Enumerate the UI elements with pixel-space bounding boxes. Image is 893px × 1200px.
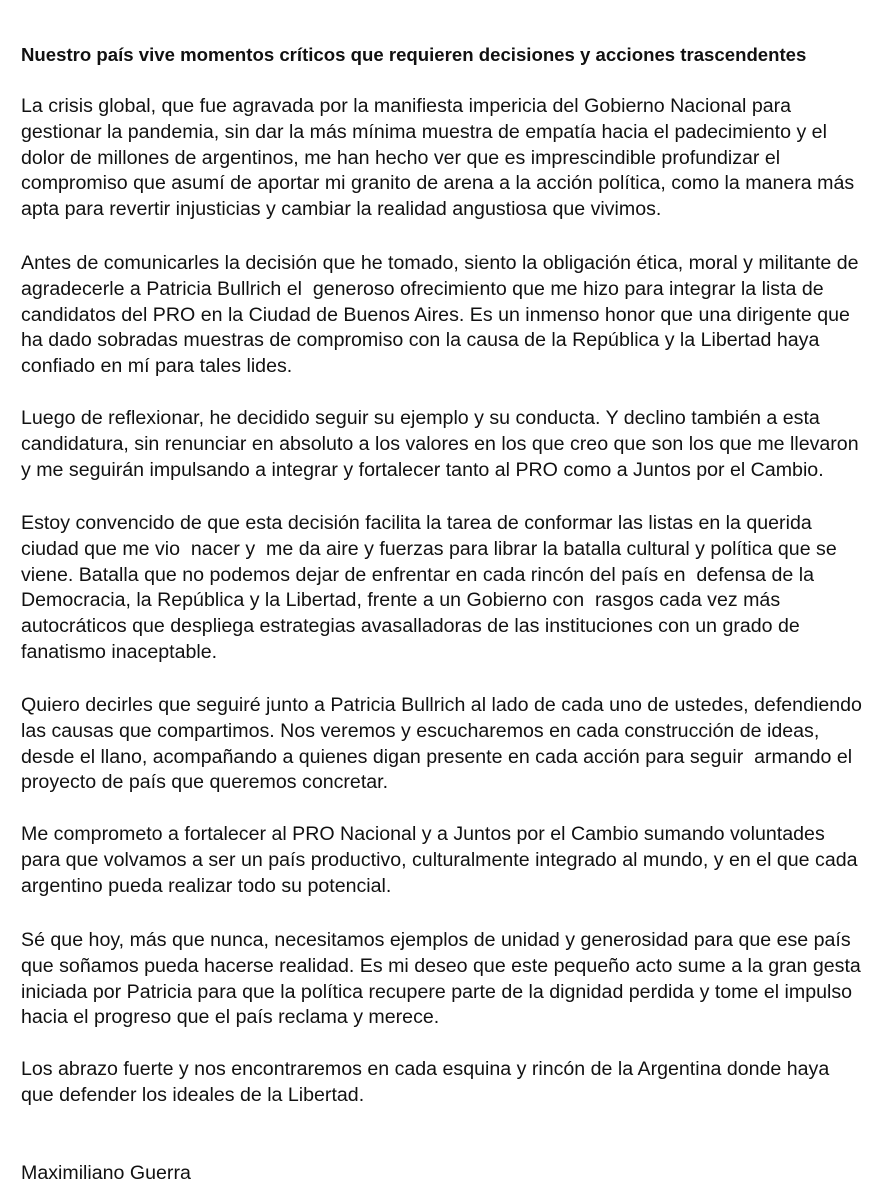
paragraph-line: confiado en mí para tales lides. <box>21 355 293 378</box>
paragraph-5 <box>21 693 881 796</box>
paragraph-7 <box>21 928 881 1031</box>
paragraph-line: Antes de comunicarles la decisión que he tomado, siento la obligación ética, moral y militante de <box>21 252 859 274</box>
paragraph-line: desde el llano, acompañando a quienes digan presente en cada acción para seguir armando el <box>21 745 853 768</box>
paragraph-1 <box>21 94 881 223</box>
signature: Maximiliano Guerra <box>21 1162 191 1184</box>
paragraph-3 <box>21 406 881 483</box>
paragraph-line: agradecerle a Patricia Bullrich el generoso ofrecimiento que me hizo para integrar la lista de <box>21 277 824 300</box>
paragraph-line: que defender los ideales de la Libertad. <box>21 1083 365 1106</box>
paragraph-line: apta para revertir injusticias y cambiar la realidad angustiosa que vivimos. <box>21 198 662 221</box>
paragraph-line: fanatismo inaceptable. <box>21 640 218 663</box>
paragraph-line: iniciada por Patricia para que la política recupere parte de la dignidad perdida y tome el impulso <box>21 980 853 1003</box>
paragraph-line: que soñamos pueda hacerse realidad. Es mi deseo que este pequeño acto sume a la gran gesta <box>21 954 861 977</box>
paragraph-line: argentino pueda realizar todo su potencial. <box>21 874 392 897</box>
paragraph-line: Democracia, la República y la Libertad, frente a un Gobierno con rasgos cada vez más <box>21 589 781 612</box>
paragraph-line: gestionar la pandemia, sin dar la más mínima muestra de empatía hacia el padecimiento y el <box>21 120 827 143</box>
paragraph-6 <box>21 822 881 899</box>
paragraph-line: La crisis global, que fue agravada por la manifiesta impericia del Gobierno Nacional para <box>21 95 792 117</box>
paragraph-line: viene. Batalla que no podemos dejar de enfrentar en cada rincón del país en defensa de la <box>21 563 815 586</box>
paragraph-line: Quiero decirles que seguiré junto a Patricia Bullrich al lado de cada uno de ustedes, defendiendo <box>21 694 862 716</box>
paragraph-4 <box>21 511 881 666</box>
paragraph-line: Luego de reflexionar, he decidido seguir su ejemplo y su conducta. Y declino también a esta <box>21 407 820 429</box>
paragraph-line: autocráticos que despliega estrategias avasalladoras de las instituciones con un grado de <box>21 615 800 638</box>
paragraph-8 <box>21 1057 881 1109</box>
paragraph-line: Me comprometo a fortalecer al PRO Nacional y a Juntos por el Cambio sumando voluntades <box>21 823 825 845</box>
paragraph-line: candidatura, sin renunciar en absoluto a los valores en los que creo que son los que me llevaron <box>21 432 859 455</box>
paragraph-line: hacia el progreso que el país reclama y merece. <box>21 1006 440 1029</box>
paragraph-line: ha dado sobradas muestras de compromiso con la causa de la República y la Libertad haya <box>21 329 820 352</box>
paragraph-line: Los abrazo fuerte y nos encontraremos en cada esquina y rincón de la Argentina donde haya <box>21 1058 830 1080</box>
paragraph-line: compromiso que asumí de aportar mi granito de arena a la acción política, como la manera más <box>21 172 855 195</box>
paragraph-line: las causas que compartimos. Nos veremos y escucharemos en cada construcción de ideas, <box>21 719 820 742</box>
paragraph-line: Sé que hoy, más que nunca, necesitamos ejemplos de unidad y generosidad para que ese país <box>21 929 851 951</box>
paragraph-line: Estoy convencido de que esta decisión facilita la tarea de conformar las listas en la querida <box>21 512 812 534</box>
paragraph-line: proyecto de país que queremos concretar. <box>21 771 389 794</box>
paragraph-line: candidatos del PRO en la Ciudad de Buenos Aires. Es un inmenso honor que una dirigente que <box>21 303 850 326</box>
letter-title: Nuestro país vive momentos críticos que requieren decisiones y acciones trascendentes <box>21 44 807 65</box>
paragraph-line: para que volvamos a ser un país productivo, culturalmente integrado al mundo, y en el que cada <box>21 848 858 871</box>
paragraph-line: y me seguirán impulsando a integrar y fortalecer tanto al PRO como a Juntos por el Cambio. <box>21 458 824 481</box>
paragraph-line: dolor de millones de argentinos, me han hecho ver que es imprescindible profundizar el <box>21 146 781 169</box>
paragraph-2 <box>21 251 881 380</box>
paragraph-line: ciudad que me vio nacer y me da aire y fuerzas para librar la batalla cultural y política que se <box>21 537 837 560</box>
